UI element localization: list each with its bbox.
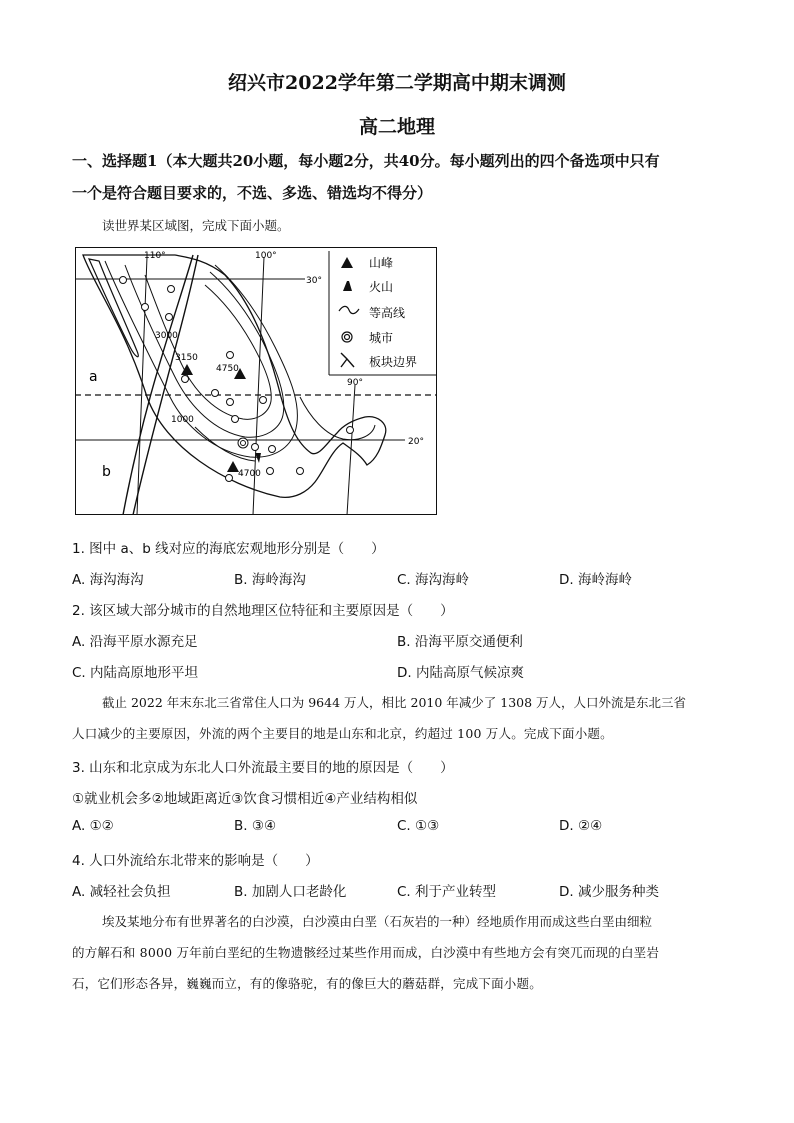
line-label-b: b xyxy=(102,464,111,480)
q3-option-b[interactable]: B. ③④ xyxy=(234,818,277,834)
passage-2-line2: 的方解石和 8000 万年前白垩纪的生物遗骸经过某些作用而成，白沙漠中有些地方会有突兀而现的白垩岩 xyxy=(72,945,660,960)
q3-stem: 3. 山东和北京成为东北人口外流最主要目的地的原因是（ ） xyxy=(72,760,454,776)
section-heading-line1: 一、选择题1（本大题共20小题，每小题2分，共40分。每小题列出的四个备选项中只有 xyxy=(72,152,660,170)
q2-option-b[interactable]: B. 沿海平原交通便利 xyxy=(397,634,523,650)
legend-plate-label: 板块边界 xyxy=(369,355,418,369)
city-icon xyxy=(120,277,127,284)
lon-label-90: 90° xyxy=(347,378,363,388)
q2-option-c[interactable]: C. 内陆高原地形平坦 xyxy=(72,665,199,681)
q2-stem: 2. 该区域大部分城市的自然地理区位特征和主要原因是（ ） xyxy=(72,603,454,619)
region-map xyxy=(75,247,437,515)
peak-label-3150: 3150 xyxy=(175,353,198,363)
legend-contour-label: 等高线 xyxy=(369,306,406,320)
legend-peak-label: 山峰 xyxy=(369,256,394,270)
city-icon xyxy=(166,314,173,321)
page-subtitle: 高二地理 xyxy=(358,116,435,138)
city-icon xyxy=(260,397,267,404)
city-icon xyxy=(226,475,233,482)
city-icon xyxy=(182,376,189,383)
section-heading-line2: 一个是符合题目要求的，不选、多选、错选均不得分） xyxy=(72,184,433,202)
city-icon xyxy=(232,416,239,423)
city-icon xyxy=(168,286,175,293)
q1-option-c[interactable]: C. 海沟海岭 xyxy=(397,572,470,588)
q3-option-d[interactable]: D. ②④ xyxy=(559,818,603,834)
city-icon xyxy=(269,446,276,453)
q1-option-d[interactable]: D. 海岭海岭 xyxy=(559,572,632,588)
q4-option-a[interactable]: A. 减轻社会负担 xyxy=(72,884,171,900)
peak-label-4700: 4700 xyxy=(238,469,261,479)
lat-label-20: 20° xyxy=(408,437,424,447)
lon-label-100: 100° xyxy=(255,251,277,261)
map-intro: 读世界某区域图，完成下面小题。 xyxy=(102,218,290,233)
q4-stem: 4. 人口外流给东北带来的影响是（ ） xyxy=(72,853,319,869)
passage-2-line1: 埃及某地分布有世界著名的白沙漠，白沙漠由白垩（石灰岩的一种）经地质作用而成这些白垩由细粒 xyxy=(102,914,653,929)
legend-city-label: 城市 xyxy=(369,331,394,345)
lat-label-30: 30° xyxy=(306,276,322,286)
city-icon xyxy=(142,304,149,311)
legend-volcano-label: 火山 xyxy=(369,280,394,294)
city-icon xyxy=(241,441,246,446)
q3-statements: ①就业机会多②地域距离近③饮食习惯相近④产业结构相似 xyxy=(72,791,418,807)
q1-option-a[interactable]: A. 海沟海沟 xyxy=(72,572,144,588)
city-icon xyxy=(212,390,219,397)
passage-1-line1: 截止 2022 年末东北三省常住人口为 9644 万人，相比 2010 年减少了 1308 万人，人口外流是东北三省 xyxy=(102,695,687,710)
lon-label-110: 110° xyxy=(144,251,166,261)
q1-option-b[interactable]: B. 海岭海沟 xyxy=(234,572,306,588)
contour-label-3000: 3000 xyxy=(155,331,178,341)
q2-option-d[interactable]: D. 内陆高原气候凉爽 xyxy=(397,665,524,681)
line-label-a: a xyxy=(89,369,98,385)
q4-option-d[interactable]: D. 减少服务种类 xyxy=(559,884,659,900)
city-icon xyxy=(297,468,304,475)
passage-2-line3: 石，它们形态各异，巍巍而立，有的像骆驼，有的像巨大的蘑菇群，完成下面小题。 xyxy=(72,976,542,991)
q4-option-b[interactable]: B. 加剧人口老龄化 xyxy=(234,884,347,900)
q2-option-a[interactable]: A. 沿海平原水源充足 xyxy=(72,634,198,650)
city-icon xyxy=(227,399,234,406)
contour-label-1000: 1000 xyxy=(171,415,194,425)
q4-option-c[interactable]: C. 利于产业转型 xyxy=(397,884,497,900)
q3-option-a[interactable]: A. ①② xyxy=(72,818,114,834)
page-title: 绍兴市2022学年第二学期高中期末调测 xyxy=(228,72,566,94)
city-icon xyxy=(227,352,234,359)
q3-option-c[interactable]: C. ①③ xyxy=(397,818,440,834)
passage-1-line2: 人口减少的主要原因，外流的两个主要目的地是山东和北京，约超过 100 万人。完成下面小题。 xyxy=(72,726,613,741)
city-icon xyxy=(347,427,354,434)
peak-label-4750: 4750 xyxy=(216,364,239,374)
q1-stem: 1. 图中 a、b 线对应的海底宏观地形分别是（ ） xyxy=(72,541,385,557)
city-icon xyxy=(252,444,259,451)
city-icon xyxy=(267,468,274,475)
